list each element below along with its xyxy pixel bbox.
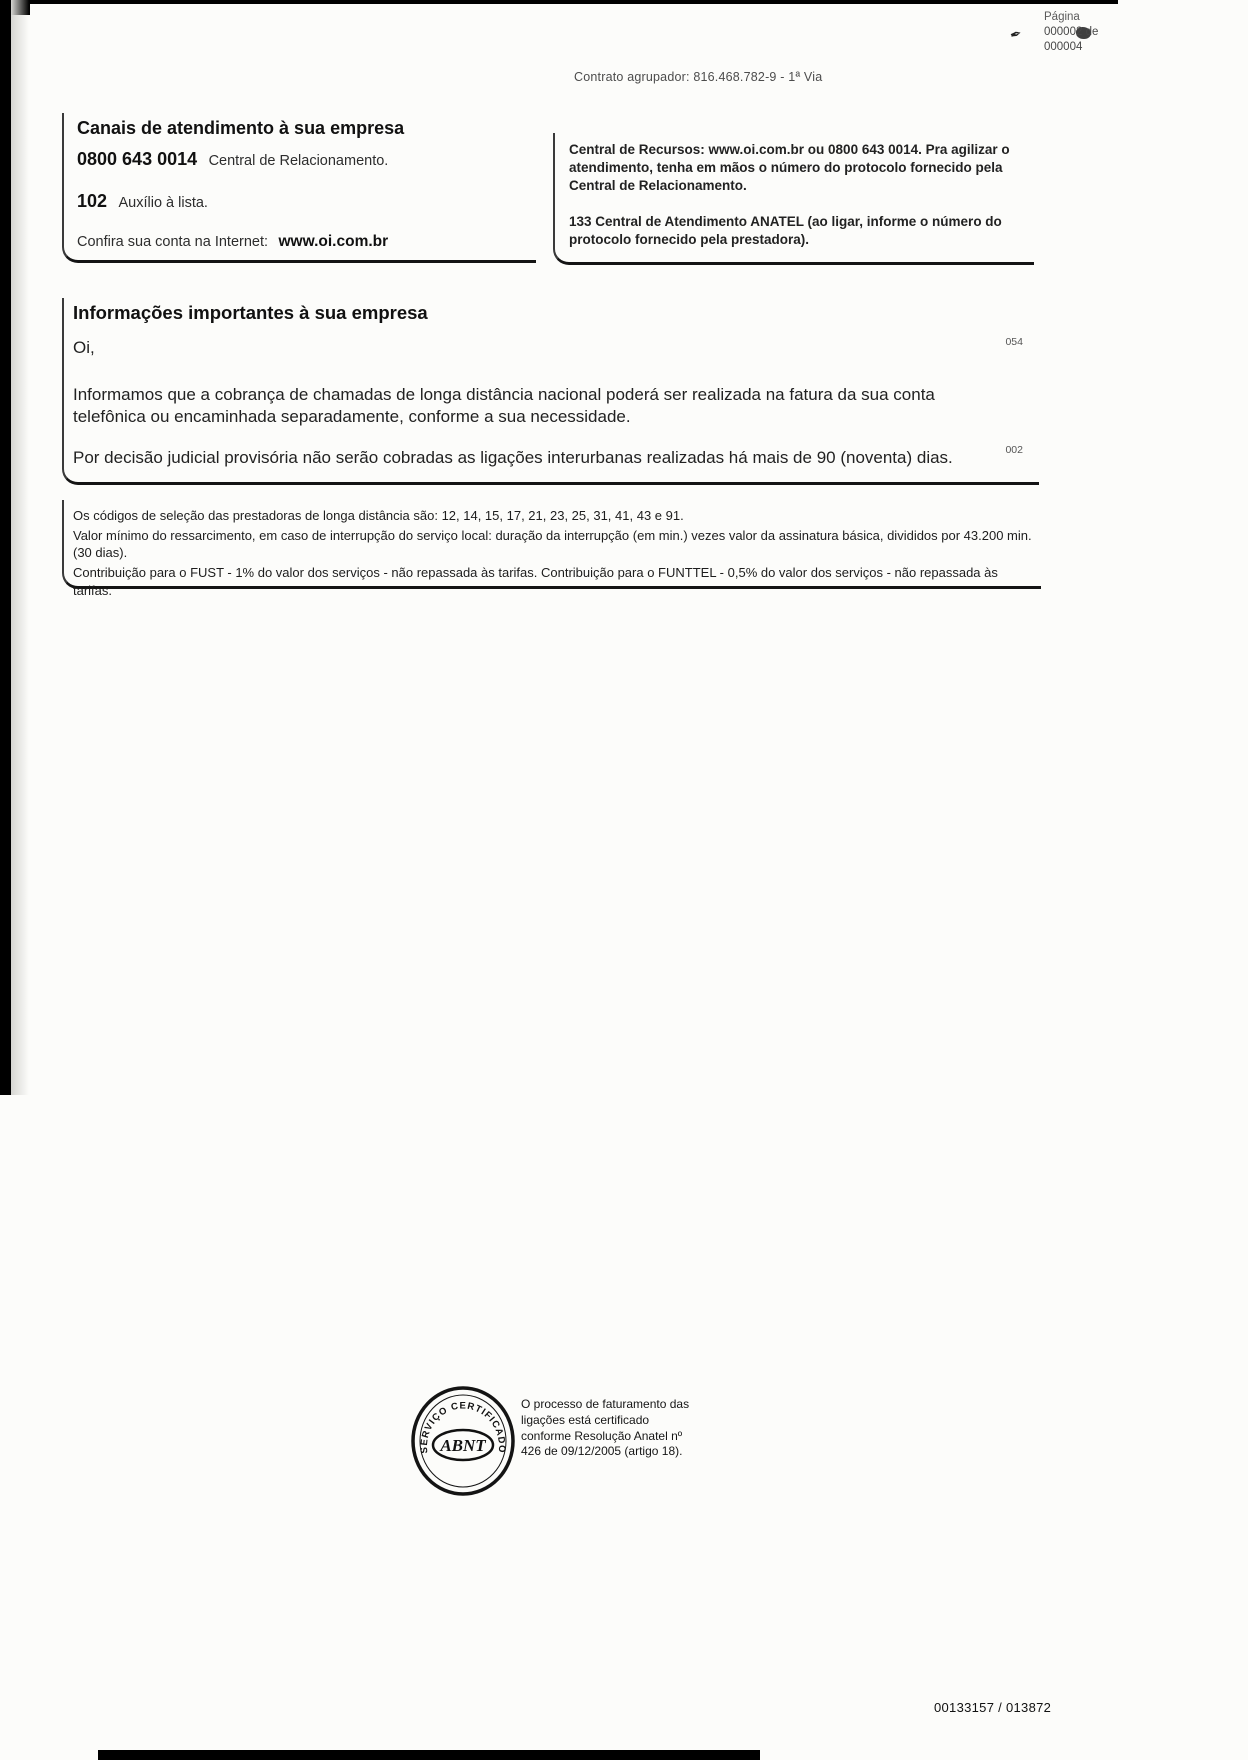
certification-text: O processo de faturamento das ligações está certificado conforme Resolução Anatel nº 426 de 09/12/2005 (artigo 18). [521,1397,690,1459]
relationship-center-number: 0800 643 0014 [77,149,198,169]
directory-assistance-row [77,191,528,212]
certification-seal-wrap [407,1383,519,1504]
codes-line-2: Valor mínimo do ressarcimento, em caso de interrupção do serviço local: duração da interrupção (em min.) vezes valor da assinatura básica, divididos por 43.200 min.(30 dias). [73,528,1032,561]
scan-artifact-bottom-bar [98,1750,760,1760]
scan-artifact-top-line [28,0,1118,4]
legal-codes-box [62,500,1041,598]
info-paragraph-1: Informamos que a cobrança de chamadas de longa distância nacional poderá ser realizada na fatura da sua conta telefônica ou encaminhada separadamente, conforme a sua necessidade. [73,385,935,427]
page-indicator [1007,10,1099,55]
page-total: 000004 [1044,40,1083,53]
important-info-box [62,298,1039,485]
website-url: www.oi.com.br [278,233,389,250]
abnt-certification-seal-icon [407,1383,519,1499]
directory-assistance-number: 102 [77,191,108,211]
seal-center-text: ABNT [440,1436,486,1455]
anatel-paragraph: 133 Central de Atendimento ANATEL (ao ligar, informe o número do protocolo fornecido pela prestadora). [569,213,1002,247]
info-paragraph-2: Por decisão judicial provisória não serão cobradas as ligações interurbanas realizadas há mais de 90 (noventa) dias. [73,447,953,467]
relationship-center-row [77,149,528,170]
important-info-title: Informações importantes à sua empresa [73,302,428,323]
scan-shadow-left [11,0,29,1095]
margin-code-002: 002 [1005,444,1023,456]
contract-line: Contrato agrupador: 816.468.782-9 - 1ª Via [574,70,823,84]
seal-ring-text: SERVIÇO CERTIFICADO [418,1400,508,1454]
internet-label: Confira sua conta na Internet: [77,234,269,250]
page-marker-icon: ✒ [1007,24,1024,44]
resources-paragraph-1: Central de Recursos: www.oi.com.br ou 0800 643 0014. Pra agilizar o atendimento, tenha em mãos o número do protocolo fornecido pela Central de Relacionamento. [569,142,1010,194]
greeting-text: Oi, [73,338,95,357]
relationship-center-label: Central de Relacionamento. [208,153,389,169]
channels-title: Canais de atendimento à sua empresa [77,118,405,138]
document-number: 00133157 / 013872 [934,1700,1052,1715]
scan-artifact-left-strip [0,0,11,1095]
codes-line-1: Os códigos de seleção das prestadoras de longa distância são: 12, 14, 15, 17, 21, 23, 25, 31, 41, 43 e 91. [73,508,684,523]
codes-line-3: Contribuição para o FUST - 1% do valor dos serviços - não repassada às tarifas. Contribuição para o FUNTTEL - 0,5% do valor dos serviços - não repassada às tarifas. [73,565,998,598]
page-number: 000002 de [1044,25,1099,38]
page-label: Página [1044,11,1080,23]
margin-code-054: 054 [1005,336,1023,348]
internet-row [77,233,528,251]
directory-assistance-label: Auxílio à lista. [118,195,208,211]
resources-box [553,133,1034,265]
service-channels-box [62,113,536,263]
